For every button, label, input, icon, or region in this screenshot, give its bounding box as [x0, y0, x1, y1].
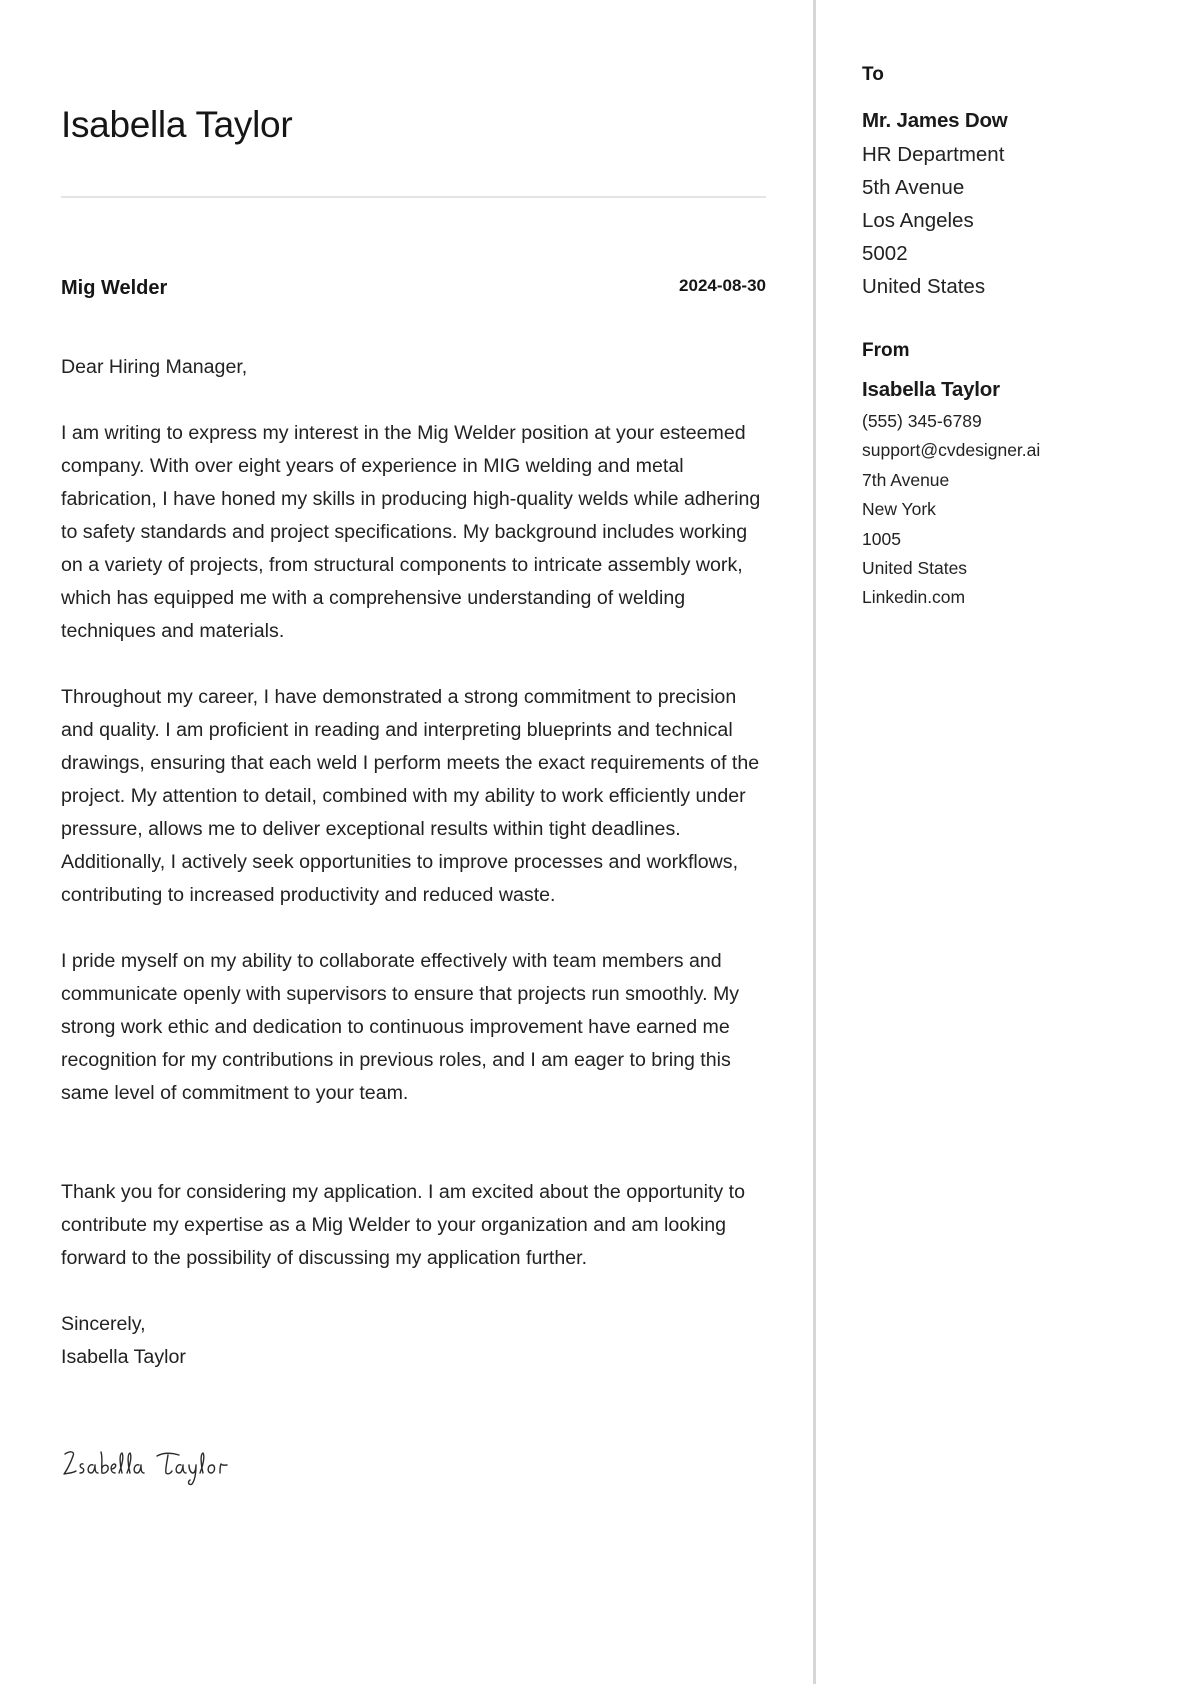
recipient-name: Mr. James Dow: [862, 109, 1008, 132]
letter-body: [61, 351, 766, 1374]
body-paragraph: Thank you for considering my application. I am excited about the opportunity to contribute my expertise as a Mig Welder to your organization and am looking forward to the possibility of discussing my application further.: [61, 1181, 745, 1269]
sender-street: 7th Avenue: [862, 469, 950, 490]
sender-zip: 1005: [862, 528, 901, 549]
from-heading: From: [862, 340, 910, 361]
sender-phone: (555) 345-6789: [862, 411, 982, 431]
recipient-address: [862, 138, 1004, 303]
signoff-name: Isabella Taylor: [61, 1346, 186, 1368]
body-paragraph: I pride myself on my ability to collaborate effectively with team members and communicate openly with supervisors to ensure that projects run smoothly. My strong work ethic and dedication to continuous improvement have earned me recognition for my contributions in previous roles, and I am eager to bring this same level of commitment to your team.: [61, 950, 740, 1104]
sender-website-link[interactable]: Linkedin.com: [862, 587, 966, 608]
recipient-city: Los Angeles: [862, 209, 974, 232]
sender-contact: [862, 407, 1040, 613]
to-heading: To: [862, 64, 884, 85]
recipient-department: HR Department: [862, 143, 1005, 166]
recipient-country: United States: [862, 275, 986, 298]
body-paragraph: Throughout my career, I have demonstrated a strong commitment to precision and quality. I am proficient in reading and interpreting blueprints and technical drawings, ensuring that each weld I perform meets the exact requirements of the project. My attention to detail, combined with my ability to work efficiently under pressure, allows me to deliver exceptional results within tight deadlines. Additionally, I actively seek opportunities to improve processes and workflows, contributing to increased productivity and reduced waste.: [61, 686, 760, 906]
body-paragraph: I am writing to express my interest in the Mig Welder position at your esteemed company. With over eight years of experience in MIG welding and metal fabrication, I have honed my skills in producing high-quality welds while adhering to safety standards and project specifications. My background includes working on a variety of projects, from structural components to intricate assembly work, which has equipped me with a comprehensive understanding of welding techniques and materials.: [61, 422, 761, 642]
handwritten-signature: [61, 1440, 261, 1490]
header-divider: [61, 196, 766, 198]
recipient-zip: 5002: [862, 242, 908, 265]
applicant-name: Isabella Taylor: [61, 104, 293, 145]
greeting: Dear Hiring Manager,: [61, 356, 248, 378]
sender-email[interactable]: support@cvdesigner.ai: [862, 440, 1041, 461]
recipient-street: 5th Avenue: [862, 176, 965, 199]
closing: Sincerely,: [61, 1313, 146, 1335]
sender-country: United States: [862, 558, 968, 579]
column-divider: [813, 0, 816, 1684]
sender-name: Isabella Taylor: [862, 378, 1000, 401]
sender-city: New York: [862, 499, 936, 520]
job-title: Mig Welder: [61, 277, 168, 299]
letter-date: 2024-08-30: [679, 276, 766, 295]
